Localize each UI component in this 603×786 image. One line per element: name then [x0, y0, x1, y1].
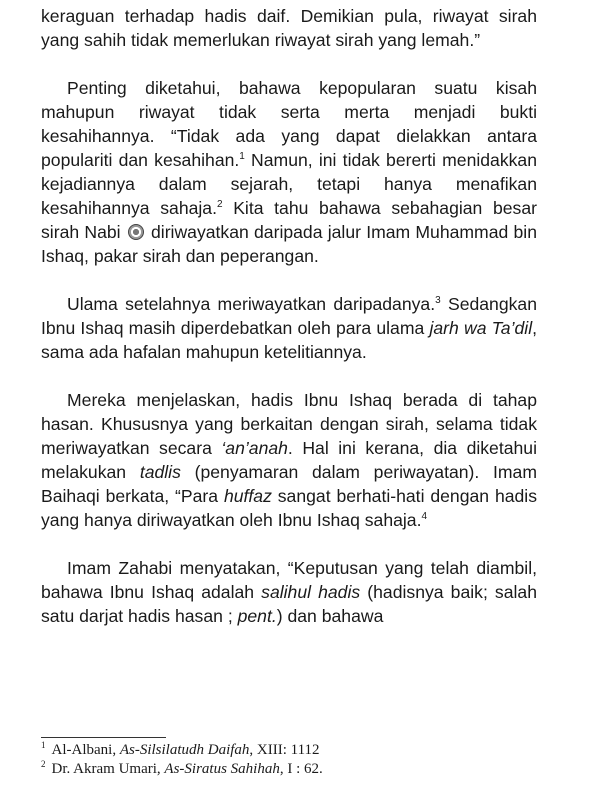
paragraph-text: sangat berhati-hati dengan hadis yang hanya diriwayatkan oleh Ibnu Ishaq sahaja. — [41, 486, 538, 530]
footnote-1 — [41, 741, 537, 760]
paragraph-text: (hadisnya baik; salah satu darjat hadis hasan ; — [41, 582, 537, 626]
footnote-ref[interactable]: 3 — [435, 295, 441, 306]
paragraph-4 — [41, 388, 537, 532]
footnote-title: As-Siratus Sahihah — [164, 761, 280, 777]
footnote-number: 1 — [41, 740, 46, 750]
footnote-author: Al-Albani, — [51, 742, 120, 758]
footnote-number: 2 — [41, 759, 46, 769]
footnote-locator: , I : 62. — [279, 761, 323, 777]
italic-term: huffaz — [223, 486, 272, 506]
paragraph-text: Sedangkan Ibnu Ishaq masih diperdebatkan oleh para ulama — [41, 294, 537, 338]
paragraph-text: Imam Zahabi menyatakan, “Keputusan yang telah diambil, bahawa Ibnu Ishaq adalah — [41, 558, 537, 602]
paragraph-text: , sama ada hafalan mahupun ketelitiannya. — [41, 318, 537, 362]
footnote-ref[interactable]: 2 — [216, 199, 223, 210]
paragraph-text: Mereka menjelaskan, hadis Ibnu Ishaq berada di tahap hasan. Khususnya yang berkaitan dengan sirah, selama tidak meriwayatkan secara — [41, 390, 537, 458]
italic-term: jarh wa Ta’dil — [429, 318, 533, 338]
paragraph-text: keraguan terhadap hadis daif. Demikian pula, riwayat sirah yang sahih tidak memerlukan riwayat sirah yang lemah.” — [41, 6, 537, 50]
footnotes — [41, 737, 537, 779]
paragraph-1 — [41, 4, 537, 52]
italic-term: tadlis — [139, 462, 181, 482]
paragraph-text: Namun, ini tidak bererti menidakkan kejadiannya dalam sejarah, tetapi hanya menafikan kesahihannya sahaja. — [41, 150, 537, 218]
paragraph-text: Penting diketahui, bahawa kepopularan suatu kisah mahupun riwayat tidak serta merta menjadi bukti kesahihannya. “Tidak ada yang dapat dielakkan antara populariti dan kesahihan. — [41, 78, 537, 170]
paragraph-3 — [41, 292, 537, 364]
paragraph-text: ) dan bahawa — [276, 606, 384, 626]
paragraph-text: Kita tahu bahawa sebahagian besar sirah Nabi — [41, 198, 537, 242]
italic-term: pent. — [237, 606, 277, 626]
paragraph-text: . Hal ini kerana, dia diketahui melakukan — [41, 438, 537, 482]
paragraph-text: (penyamaran dalam periwayatan). Imam Baihaqi berkata, “Para — [41, 462, 537, 506]
footnote-ref[interactable]: 4 — [421, 511, 428, 522]
footnote-2 — [41, 760, 537, 779]
paragraph-text: Ulama setelahnya meriwayatkan daripadanya. — [67, 294, 436, 314]
paragraph-5 — [41, 556, 537, 628]
paragraph-2 — [41, 76, 537, 268]
footnote-title: As-Silsilatudh Daifah — [119, 742, 250, 758]
footnote-locator: , XIII: 1112 — [249, 742, 320, 758]
paragraph-text: diriwayatkan daripada jalur Imam Muhammad bin Ishaq, pakar sirah dan peperangan. — [41, 222, 537, 266]
salawat-honorific-icon — [128, 224, 144, 240]
footnote-divider — [41, 737, 166, 738]
footnote-author: Dr. Akram Umari, — [51, 761, 165, 777]
italic-term: salihul hadis — [261, 582, 361, 602]
footnote-ref[interactable]: 1 — [239, 151, 245, 162]
italic-term: ‘an’anah — [221, 438, 288, 458]
